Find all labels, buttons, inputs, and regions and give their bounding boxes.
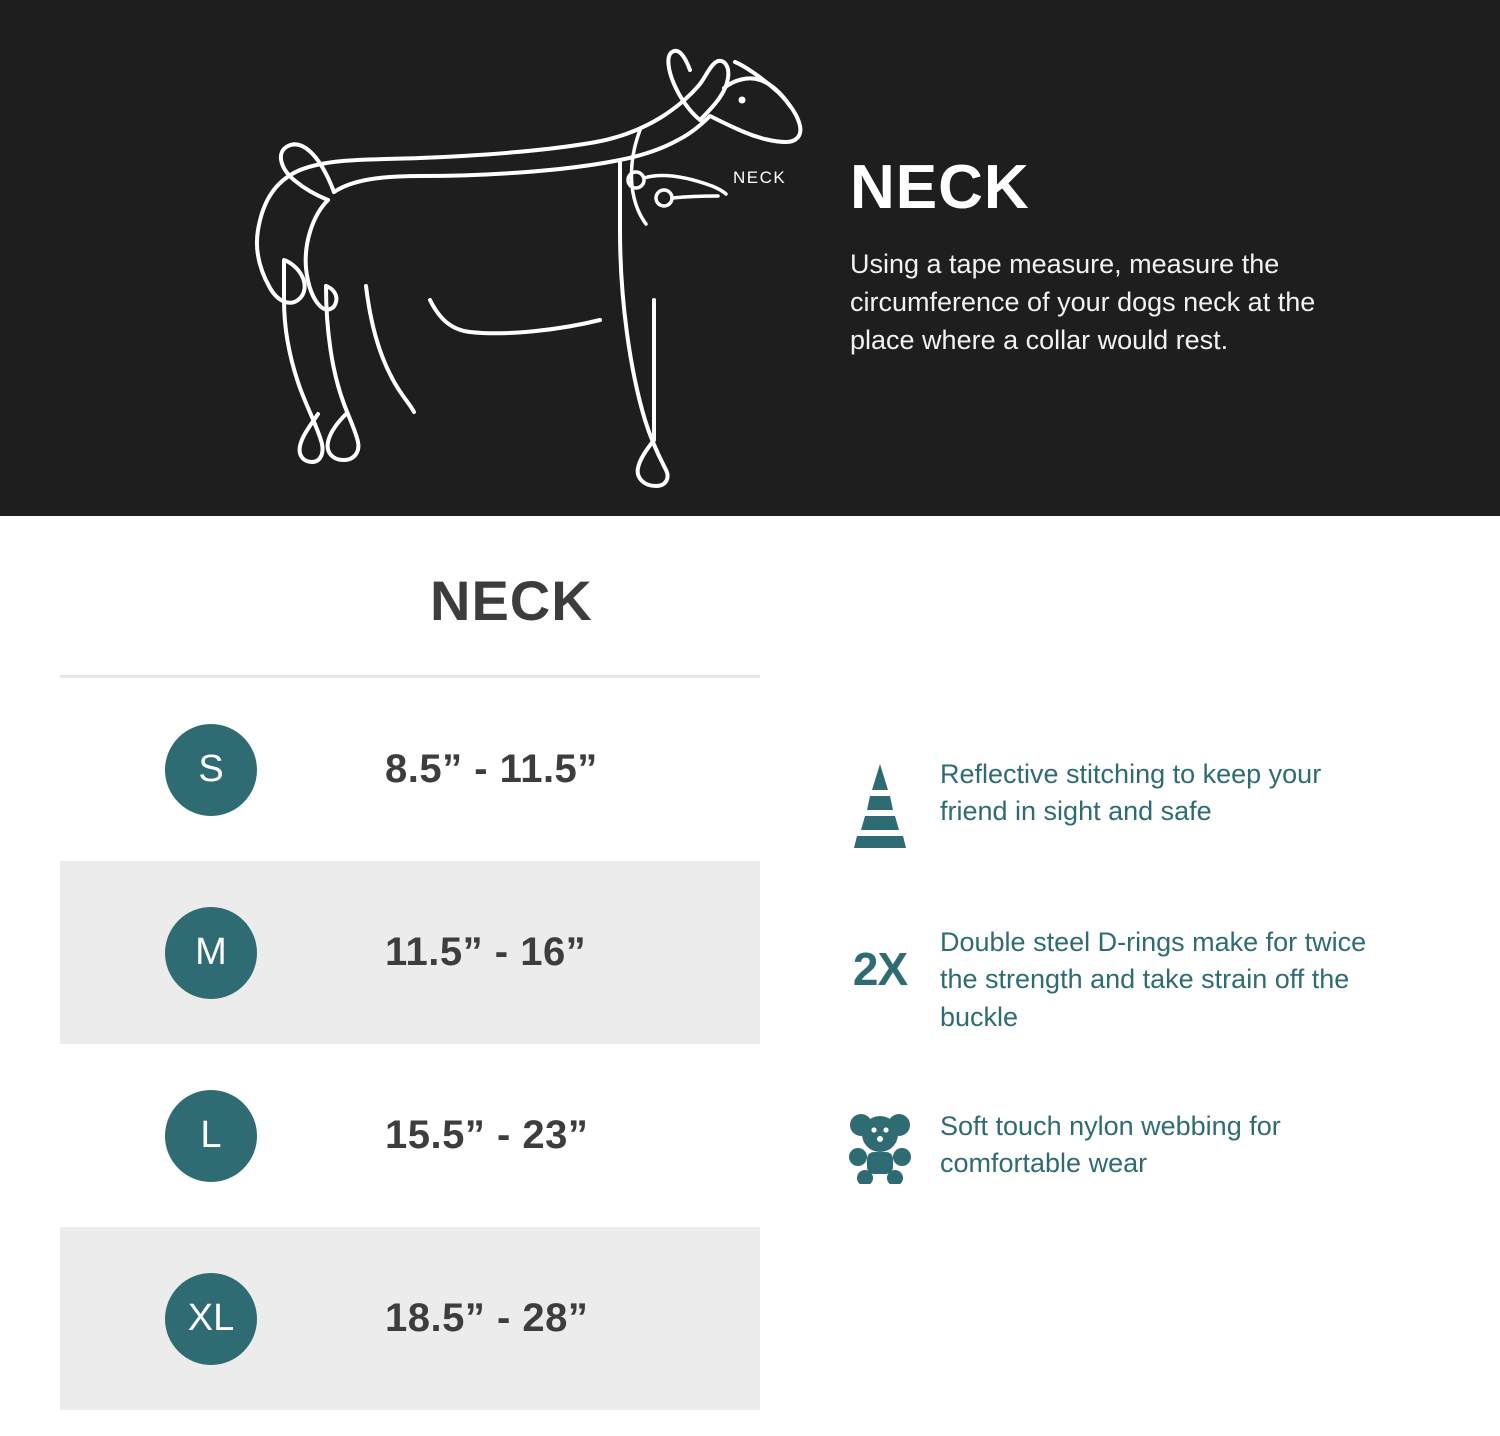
lower-section <box>0 516 1500 1436</box>
size-badge: XL <box>165 1273 257 1365</box>
2x-label: 2X <box>852 943 908 995</box>
table-row <box>60 1227 760 1410</box>
table-row <box>60 678 760 861</box>
hero-title: NECK <box>850 152 1030 222</box>
2x-icon <box>820 924 940 995</box>
size-badge: M <box>165 907 257 999</box>
feature-text: Soft touch nylon webbing for comfortable wear <box>940 1110 1281 1178</box>
feature-item <box>820 924 1500 1036</box>
size-range: 15.5” - 23” <box>385 1113 589 1157</box>
traffic-cone-icon <box>820 756 940 852</box>
feature-item <box>820 756 1500 852</box>
hero-description: Using a tape measure, measure the circumference of your dogs neck at the place where a collar would rest. <box>850 248 1316 356</box>
dog-outline-icon <box>0 0 830 516</box>
size-badge: S <box>165 724 257 816</box>
teddy-bear-icon <box>820 1108 940 1184</box>
feature-text: Reflective stitching to keep your friend in sight and safe <box>940 759 1322 827</box>
size-table-title: NECK <box>430 569 593 632</box>
size-table <box>0 516 790 1436</box>
features-list <box>790 516 1500 1436</box>
table-row <box>60 1044 760 1227</box>
hero-panel <box>0 0 1500 516</box>
size-range: 11.5” - 16” <box>385 930 587 974</box>
diagram-neck-label: NECK <box>733 168 787 187</box>
feature-text: Double steel D-rings make for twice the strength and take strain off the buckle <box>940 927 1367 1032</box>
size-range: 18.5” - 28” <box>385 1296 589 1340</box>
feature-item <box>820 1108 1500 1184</box>
table-row <box>60 861 760 1044</box>
dog-diagram <box>0 0 830 516</box>
size-range: 8.5” - 11.5” <box>385 747 598 791</box>
hero-text-block <box>830 152 1390 360</box>
size-badge: L <box>165 1090 257 1182</box>
